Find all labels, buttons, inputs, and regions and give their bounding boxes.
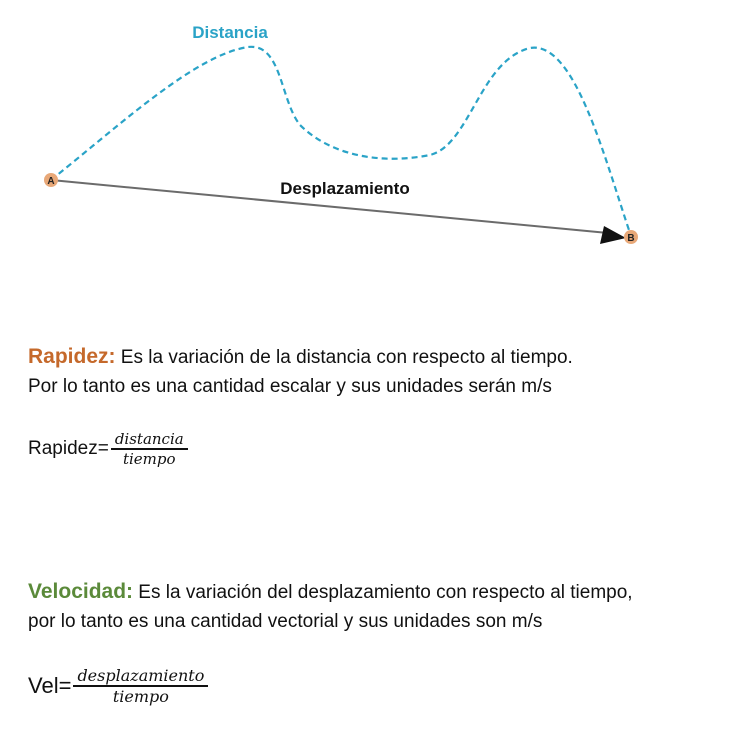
rapidez-numerator: distancia	[114, 430, 184, 448]
velocidad-numerator: desplazamiento	[77, 666, 205, 685]
velocidad-term: Velocidad:	[28, 580, 134, 603]
distance-label: Distancia	[192, 23, 268, 42]
velocidad-formula	[28, 666, 208, 706]
velocidad-denominator: tiempo	[112, 686, 169, 706]
velocidad-line-2: por lo tanto es una cantidad vectorial y sus unidades son m/s	[28, 611, 543, 632]
rapidez-formula-lhs: Rapidez=	[28, 437, 109, 459]
rapidez-line-2: Por lo tanto es una cantidad escalar y sus unidades serán m/s	[28, 376, 552, 397]
displacement-label: Desplazamiento	[280, 179, 410, 198]
rapidez-definition	[28, 342, 573, 401]
rapidez-formula	[28, 430, 188, 468]
velocidad-formula-lhs: Vel=	[28, 672, 72, 698]
rapidez-line-1: Es la variación de la distancia con respecto al tiempo.	[115, 347, 573, 368]
displacement-arrowhead	[600, 226, 626, 244]
point-a-label: A	[47, 176, 55, 187]
rapidez-denominator: tiempo	[122, 449, 176, 468]
rapidez-fraction	[111, 430, 188, 468]
velocidad-definition	[28, 577, 633, 636]
point-b-label: B	[627, 233, 635, 244]
distance-displacement-diagram	[0, 0, 746, 300]
velocidad-fraction	[73, 666, 208, 706]
velocidad-line-1: Es la variación del desplazamiento con respecto al tiempo,	[133, 582, 633, 603]
rapidez-term: Rapidez:	[28, 345, 116, 368]
